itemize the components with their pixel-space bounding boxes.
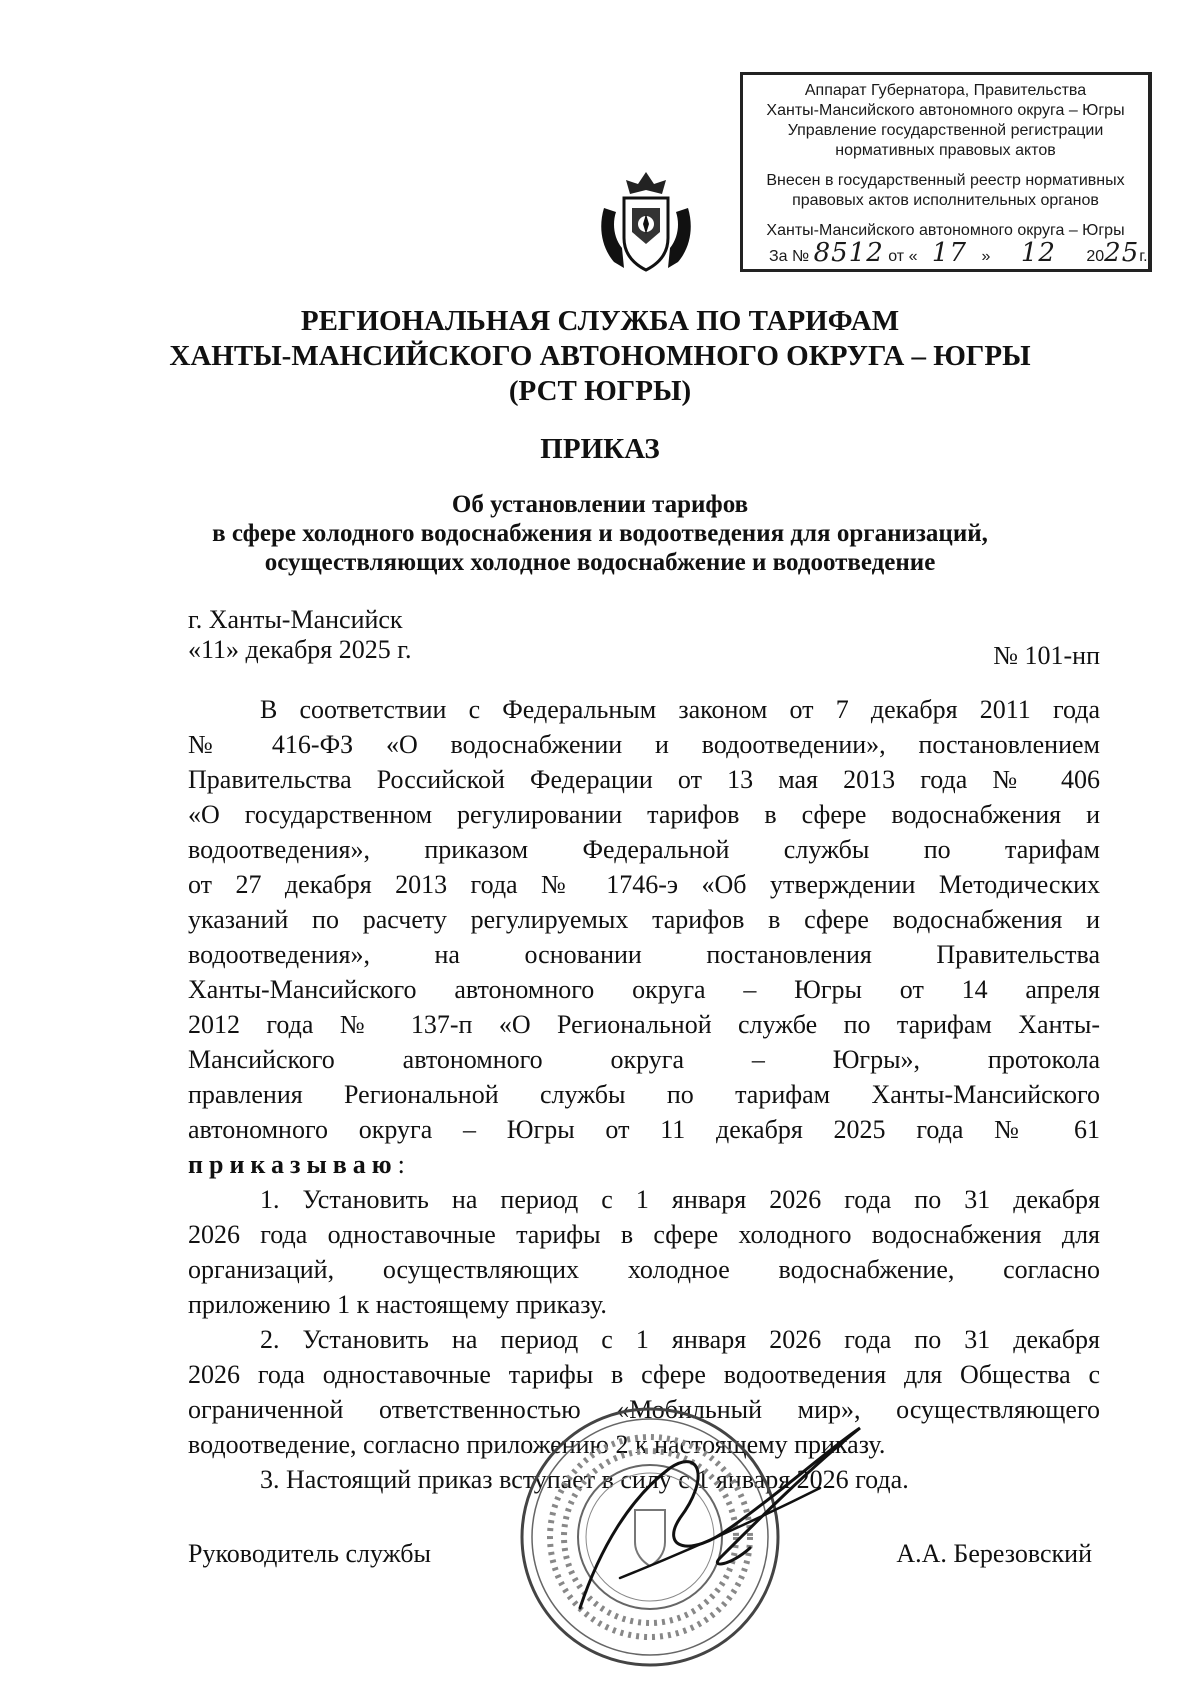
stamp-year-suffix: г. — [1139, 248, 1148, 265]
stamp-line: Ханты-Мансийского автономного округа – Югры — [766, 102, 1125, 119]
stamp-day: 17 — [931, 238, 968, 268]
item2-line: 2. Установить на период с 1 января 2026 года по 31 декабря — [260, 1325, 1100, 1354]
stamp-year-prefix: 20 — [1086, 248, 1105, 265]
preamble-line: В соответствии с Федеральным законом от 7 декабря 2011 года — [260, 695, 1100, 724]
subject-line3: осуществляющих холодное водоснабжение и водоотведение — [264, 549, 936, 576]
preamble-line: правления Региональной службы по тарифам Ханты-Мансийского — [188, 1080, 1100, 1109]
signature-scribble-icon — [560, 1408, 880, 1618]
preamble-line: Ханты-Мансийского автономного округа – Югры от 14 апреля — [188, 975, 1100, 1004]
item2-line: ограниченной ответственностью «Мобильный мир», осуществляющего — [188, 1395, 1100, 1424]
preamble-line: автономного округа – Югры от 11 декабря 2025 года № 61 — [188, 1115, 1100, 1144]
item1-line: 2026 года одноставочные тарифы в сфере холодного водоснабжения для — [188, 1220, 1100, 1249]
stamp-date-from: от « — [888, 248, 918, 265]
stamp-line: Аппарат Губернатора, Правительства — [804, 82, 1087, 99]
preamble-line: № 416-ФЗ «О водоснабжении и водоотведении», постановлением — [188, 730, 1100, 759]
preamble-line: указаний по расчету регулируемых тарифов в сфере водоснабжения и — [188, 905, 1100, 934]
signature-name: А.А. Березовский — [896, 1539, 1092, 1568]
preamble — [188, 692, 1100, 1497]
stamp-line: правовых актов исполнительных органов — [792, 192, 1099, 209]
stamp-year: 25 — [1104, 238, 1140, 268]
preamble-line: Мансийского автономного округа – Югры», протокола — [188, 1045, 1100, 1074]
order-colon: : — [397, 1150, 405, 1179]
registration-stamp — [740, 72, 1152, 272]
stamp-line: Ханты-Мансийского автономного округа – Югры — [766, 222, 1125, 239]
stamp-reg-number: 8512 — [813, 238, 884, 268]
stamp-day-close: » — [981, 248, 991, 265]
stamp-line: Управление государственной регистрации — [787, 122, 1104, 139]
order-word: приказываю — [188, 1150, 398, 1179]
stamp-registration-line — [769, 238, 1148, 268]
doc-number: № 101-нп — [993, 641, 1100, 670]
doc-date: «11» декабря 2025 г. — [188, 635, 412, 664]
preamble-line: Правительства Российской Федерации от 13 мая 2013 года № 406 — [188, 765, 1100, 794]
subject-line1: Об установлении тарифов — [451, 491, 749, 518]
org-name-line2: ХАНТЫ-МАНСИЙСКОГО АВТОНОМНОГО ОКРУГА – ЮГРЫ — [169, 340, 1031, 372]
doc-type-title: ПРИКАЗ — [540, 433, 660, 465]
item2-line: водоотведение, согласно приложению 2 к настоящему приказу. — [188, 1430, 886, 1459]
item3: 3. Настоящий приказ вступает в силу с 1 января 2026 года. — [260, 1465, 909, 1494]
item2-line: 2026 года одноставочные тарифы в сфере водоотведения для Общества с — [188, 1360, 1100, 1389]
subject-line2: в сфере холодного водоснабжения и водоотведения для организаций, — [212, 520, 988, 547]
item1-line: организаций, осуществляющих холодное водоснабжение, согласно — [188, 1255, 1100, 1284]
stamp-line: нормативных правовых актов — [835, 142, 1056, 159]
preamble-line: водоотведения», приказом Федеральной службы по тарифам — [188, 835, 1100, 864]
preamble-line: 2012 года № 137-п «О Региональной службе по тарифам Ханты- — [188, 1010, 1100, 1039]
city: г. Ханты-Мансийск — [188, 605, 403, 634]
org-name-line3: (РСТ ЮГРЫ) — [508, 375, 692, 407]
preamble-line: от 27 декабря 2013 года № 1746-э «Об утверждении Методических — [188, 870, 1100, 899]
org-name-line1: РЕГИОНАЛЬНАЯ СЛУЖБА ПО ТАРИФАМ — [300, 305, 900, 337]
order-word-line — [188, 1147, 1100, 1182]
item1-line: приложению 1 к настоящему приказу. — [188, 1290, 607, 1319]
preamble-line: «О государственном регулировании тарифов в сфере водоснабжения и — [188, 800, 1100, 829]
stamp-line: Внесен в государственный реестр нормативных — [766, 172, 1125, 189]
stamp-reg-prefix: За № — [769, 248, 810, 265]
stamp-month: 12 — [1020, 238, 1056, 268]
coat-of-arms-icon — [596, 168, 696, 276]
signature-position: Руководитель службы — [188, 1539, 431, 1568]
item1-line: 1. Установить на период с 1 января 2026 года по 31 декабря — [260, 1185, 1100, 1214]
preamble-line: водоотведения», на основании постановления Правительства — [188, 940, 1100, 969]
